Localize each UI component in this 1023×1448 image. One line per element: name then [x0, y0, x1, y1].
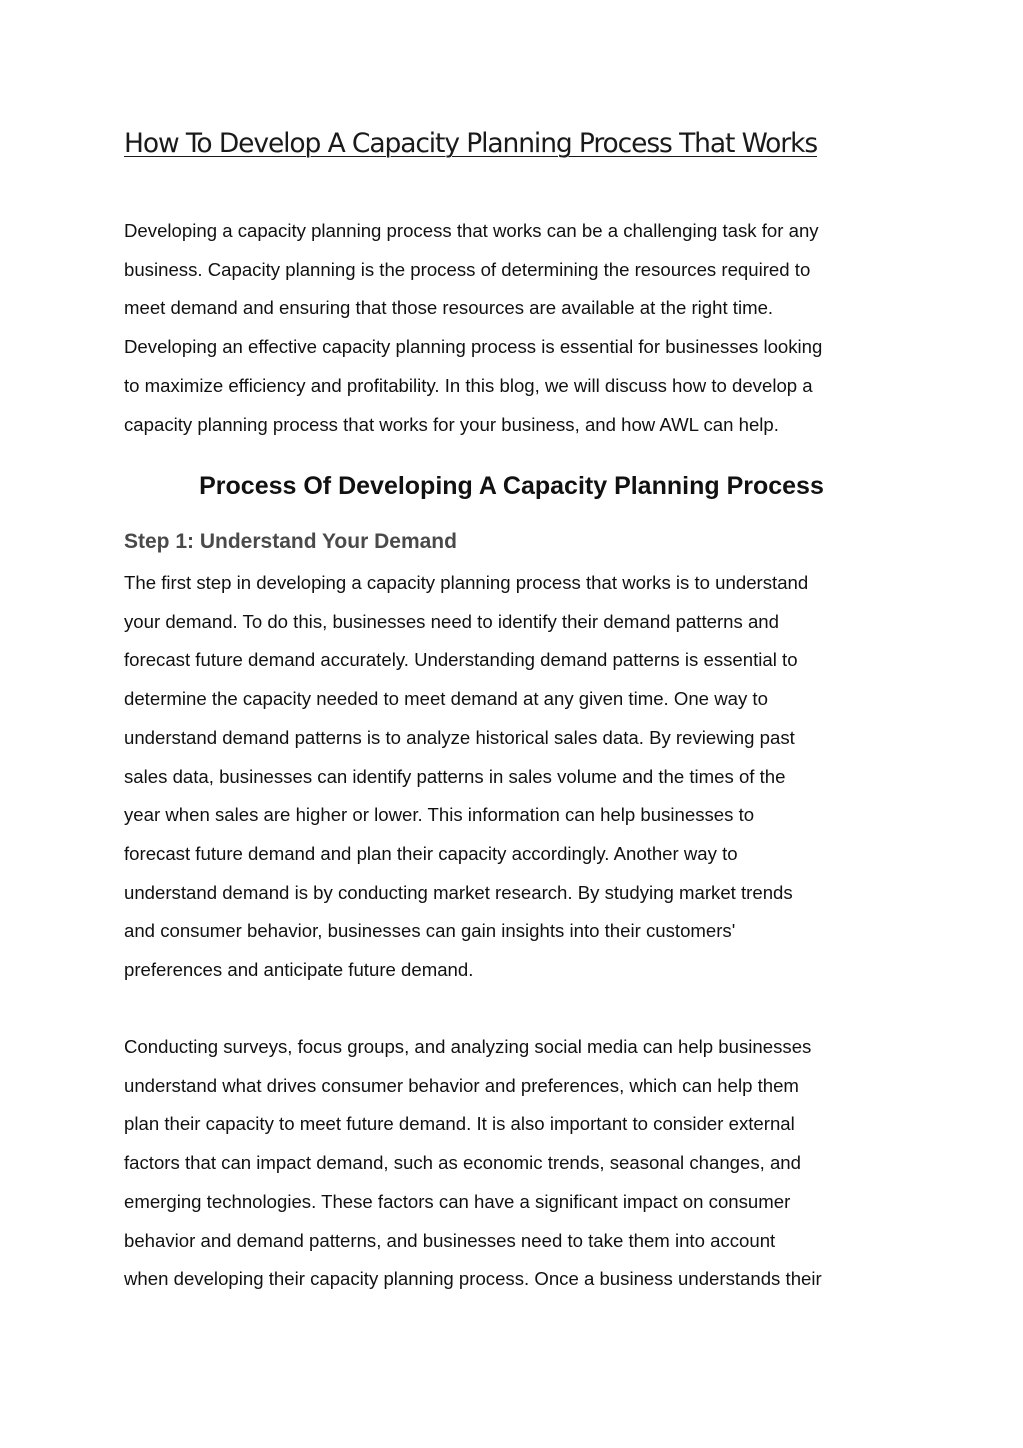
paragraph-line: your demand. To do this, businesses need to identify their demand patterns and [124, 610, 779, 632]
paragraph-line: to maximize efficiency and profitability. In this blog, we will discuss how to develop a [124, 374, 813, 396]
paragraph-line: plan their capacity to meet future demand. It is also important to consider external [124, 1113, 795, 1135]
paragraph-line: behavior and demand patterns, and businesses need to take them into account [124, 1229, 776, 1251]
paragraph-line: emerging technologies. These factors can have a significant impact on consumer [124, 1190, 791, 1212]
paragraph-line: factors that can impact demand, such as economic trends, seasonal changes, and [124, 1152, 801, 1174]
paragraph-line: understand demand is by conducting market research. By studying market trends [124, 881, 793, 903]
paragraph-line: business. Capacity planning is the process of determining the resources required to [124, 258, 811, 280]
paragraph-line: and consumer behavior, businesses can gain insights into their customers' [124, 920, 736, 942]
paragraph-line: understand demand patterns is to analyze historical sales data. By reviewing past [124, 726, 795, 748]
step-1-heading: Step 1: Understand Your Demand [124, 530, 457, 553]
paragraph-line: Developing a capacity planning process that works can be a challenging task for any [124, 220, 819, 241]
paragraph-line: Developing an effective capacity planning process is essential for businesses looking [124, 336, 823, 358]
paragraph-line: Conducting surveys, focus groups, and analyzing social media can help businesses [124, 1036, 812, 1057]
paragraph-line: sales data, businesses can identify patterns in sales volume and the times of the [124, 765, 786, 787]
section-heading: Process Of Developing A Capacity Planning Process [199, 472, 824, 500]
paragraph-line: The first step in developing a capacity planning process that works is to understand [124, 572, 809, 593]
document-title [124, 124, 817, 164]
paragraph-line: when developing their capacity planning process. Once a business understands their [124, 1268, 822, 1290]
paragraph-line: determine the capacity needed to meet demand at any given time. One way to [124, 688, 768, 710]
paragraph-line: capacity planning process that works for your business, and how AWL can help. [124, 413, 779, 435]
intro-paragraph [124, 212, 822, 444]
paragraph-line: forecast future demand and plan their capacity accordingly. Another way to [124, 842, 738, 864]
document-title-text: How To Develop A Capacity Planning Process That Works [124, 128, 818, 159]
step-1-paragraph-1 [124, 564, 808, 990]
step-1-paragraph-2 [124, 1028, 822, 1299]
paragraph-line: meet demand and ensuring that those resources are available at the right time. [124, 297, 774, 319]
paragraph-line: preferences and anticipate future demand. [124, 959, 474, 981]
paragraph-line: year when sales are higher or lower. This information can help businesses to [124, 804, 755, 826]
paragraph-line: understand what drives consumer behavior and preferences, which can help them [124, 1074, 799, 1096]
paragraph-line: forecast future demand accurately. Understanding demand patterns is essential to [124, 649, 798, 671]
